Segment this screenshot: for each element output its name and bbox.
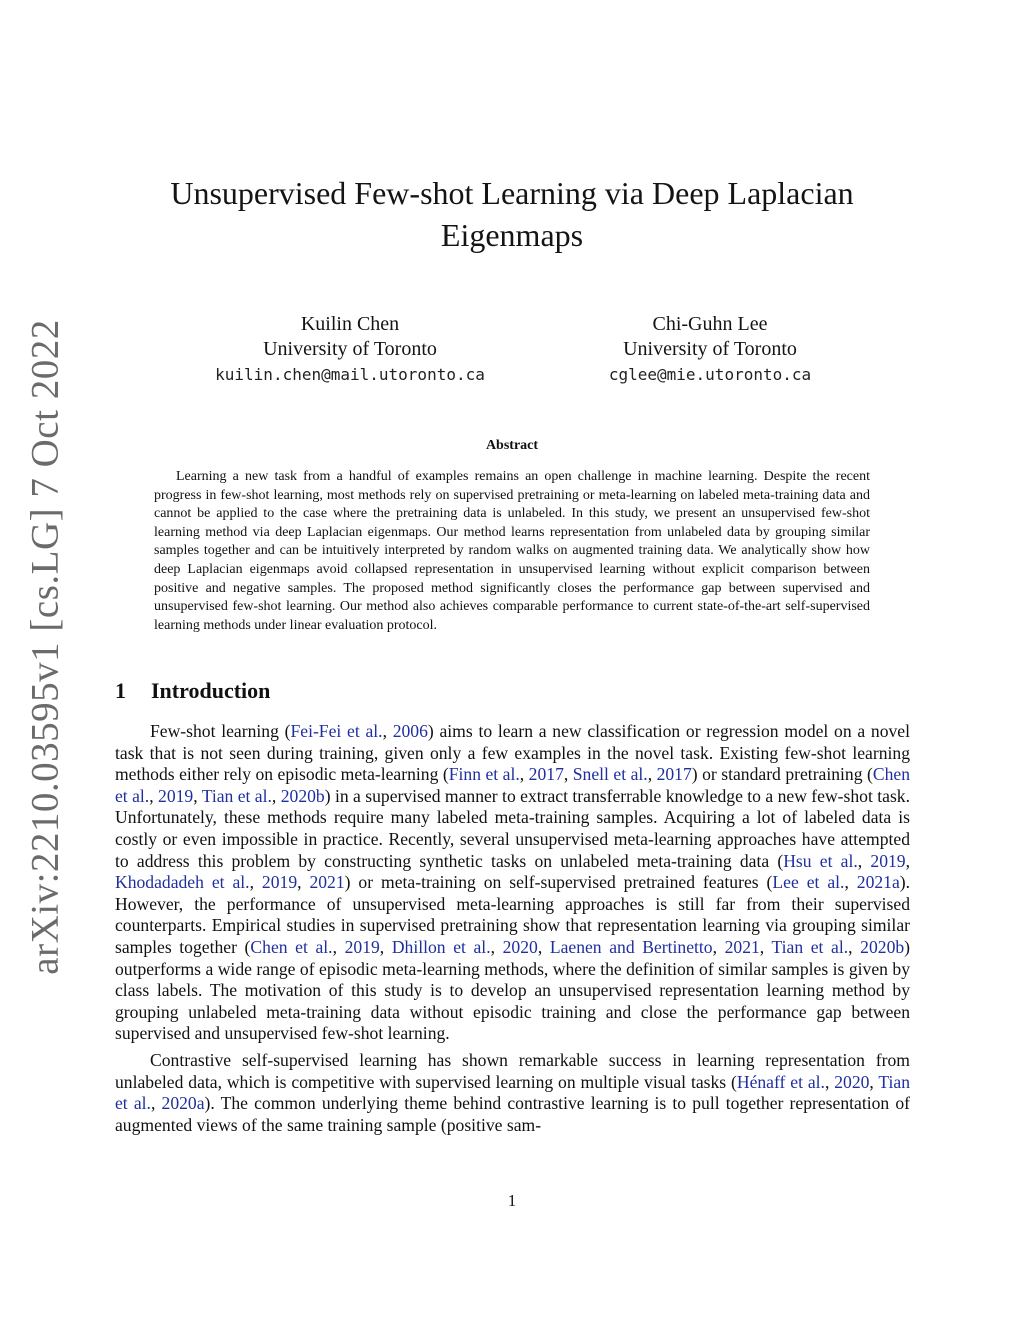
citation-link[interactable]: 2020a [161, 1093, 205, 1114]
text-run: , [519, 764, 529, 785]
abstract-heading: Abstract [485, 438, 539, 453]
page-number: 1 [507, 1191, 517, 1210]
citation-link[interactable]: Tian et al. [201, 785, 272, 806]
text-run: , [905, 850, 910, 871]
text-run: , [563, 764, 573, 785]
body-text [115, 721, 910, 1141]
citation-link[interactable]: 2021 [309, 872, 345, 893]
text-run: ) aims to learn a new classification or regression model on a novel task that is not seen during training, given only a few examples in the novel task. Existing few-shot learning methods either rely on episodic meta-learning ( [115, 721, 911, 785]
text-run: ) or meta-training on self-supervised pretrained features ( [344, 872, 773, 893]
citation-link[interactable]: Hénaff et al. [736, 1071, 825, 1092]
text-run: ). The common underlying theme behind contrastive learning is to pull together representation of augmented views of the same training sample (positive sam- [115, 1093, 911, 1135]
text-run: , [193, 785, 202, 806]
text-run: , [848, 936, 861, 957]
citation-link[interactable]: 2021 [724, 936, 760, 957]
paragraph-2 [115, 1050, 910, 1136]
text-run: , [150, 1093, 162, 1114]
author-affiliation: University of Toronto [623, 338, 797, 360]
text-run: , [869, 1071, 879, 1092]
text-run: , [759, 936, 772, 957]
citation-link[interactable]: Fei-Fei et al. [290, 721, 383, 741]
text-run: , [712, 936, 725, 957]
citation-link[interactable]: 2006 [392, 721, 428, 741]
citation-link[interactable]: 2019 [870, 850, 906, 871]
citation-link[interactable]: 2017 [656, 764, 692, 785]
citation-link[interactable]: Dhillon et al. [391, 936, 491, 957]
citation-link[interactable]: Khodadadeh et al. [115, 872, 250, 893]
citation-link[interactable]: 2019 [158, 785, 194, 806]
citation-link[interactable]: Hsu et al. [783, 850, 858, 871]
arxiv-identifier: arXiv:2210.03595v1 [cs.LG] 7 Oct 2022 [23, 319, 67, 975]
text-run: , [149, 785, 159, 806]
text-run: , [249, 872, 262, 893]
author-email[interactable]: kuilin.chen@mail.utoronto.ca [215, 365, 485, 384]
text-run: ) outperforms a wide range of episodic meta-learning methods, where the definition of similar samples is given by class labels. The motivation of this study is to develop an unsupervised representation learning method by grouping unlabeled meta-training data without episodic training and close the performance gap between supervised and unsupervised few-shot learning. [115, 936, 911, 1044]
citation-link[interactable]: 2021a [856, 872, 900, 893]
citation-link[interactable]: Tian et al. [115, 1071, 911, 1114]
citation-link[interactable]: 2020 [834, 1071, 870, 1092]
text-run: , [537, 936, 550, 957]
citation-link[interactable]: Finn et al. [448, 764, 520, 785]
citation-link[interactable]: Chen et al. [250, 936, 333, 957]
text-run: , [824, 1071, 835, 1092]
text-run: , [297, 872, 310, 893]
section-title: Introduction [151, 678, 271, 703]
citation-link[interactable]: 2020b [860, 936, 905, 957]
text-run: , [382, 721, 393, 741]
citation-link[interactable]: 2020b [280, 785, 325, 806]
citation-link[interactable]: 2020 [502, 936, 538, 957]
text-run: , [857, 850, 871, 871]
section-number: 1 [115, 678, 126, 703]
text-run: , [379, 936, 392, 957]
text-run: Few-shot learning ( [150, 721, 291, 741]
paragraph-1 [115, 721, 910, 1045]
author-name: Chi-Guhn Lee [652, 313, 768, 335]
text-run: ) in a supervised manner to extract transferrable knowledge to a new few-shot task. Unfortunately, these methods require many labeled meta-training samples. Acquiring a lot of labeled data is costly or even impossible in practice. Recently, several unsupervised meta-learning approaches have attempted to address this problem by constructing synthetic tasks on unlabeled meta-training data ( [115, 785, 911, 871]
citation-link[interactable]: 2019 [344, 936, 380, 957]
author-affiliation: University of Toronto [263, 338, 437, 360]
text-run: ) or standard pretraining ( [691, 764, 873, 785]
abstract-text: Learning a new task from a handful of examples remains an open challenge in machine learning. Despite the recent progress in few-shot learning, most methods rely on supervised pretraining or meta-learning on labeled meta-training data and cannot be applied to the case where the pretraining data is unlabeled. In this study, we present an unsupervised few-shot learning method via deep Laplacian eigenmaps. Our method learns representation from unlabeled data by grouping similar samples together and can be intuitively interpreted by random walks on augmented training data. We analytically show how deep Laplacian eigenmaps avoid collapsed representation in unsupervised learning without explicit comparison between positive and negative samples. The proposed method significantly closes the performance gap between supervised and unsupervised few-shot learning. Our method also achieves comparable performance to current state-of-the-art self-supervised learning methods under linear evaluation protocol. [154, 469, 870, 633]
text-run: , [271, 785, 281, 806]
author-email[interactable]: cglee@mie.utoronto.ca [608, 365, 812, 384]
citation-link[interactable]: Chen et al. [115, 764, 911, 806]
citation-link[interactable]: 2017 [528, 764, 564, 785]
text-run: ). However, the performance of unsupervised meta-learning approaches is still far from their supervised counterparts. Empirical studies in supervised pretraining show that representation learning via grouping similar samples together ( [115, 872, 911, 957]
citation-link[interactable]: Tian et al. [771, 936, 849, 957]
text-run: , [332, 936, 345, 957]
author-2 [540, 312, 880, 388]
author-1 [180, 312, 520, 388]
text-run: , [490, 936, 503, 957]
citation-link[interactable]: 2019 [261, 872, 298, 893]
citation-link[interactable]: Laenen and Bertinetto [549, 936, 713, 957]
paper-title: Unsupervised Few-shot Learning via Deep Laplacian Eigenmaps [170, 175, 854, 253]
text-run: Contrastive self-supervised learning has shown remarkable success in learning representation from unlabeled data, which is competitive with supervised learning on multiple visual tasks ( [115, 1049, 910, 1092]
author-block [0, 312, 1024, 392]
text-run: , [647, 764, 657, 785]
text-run: , [844, 872, 857, 893]
section-heading [115, 676, 270, 706]
citation-link[interactable]: Snell et al. [572, 764, 648, 785]
citation-link[interactable]: Lee et al. [772, 872, 845, 893]
author-name: Kuilin Chen [300, 313, 400, 335]
